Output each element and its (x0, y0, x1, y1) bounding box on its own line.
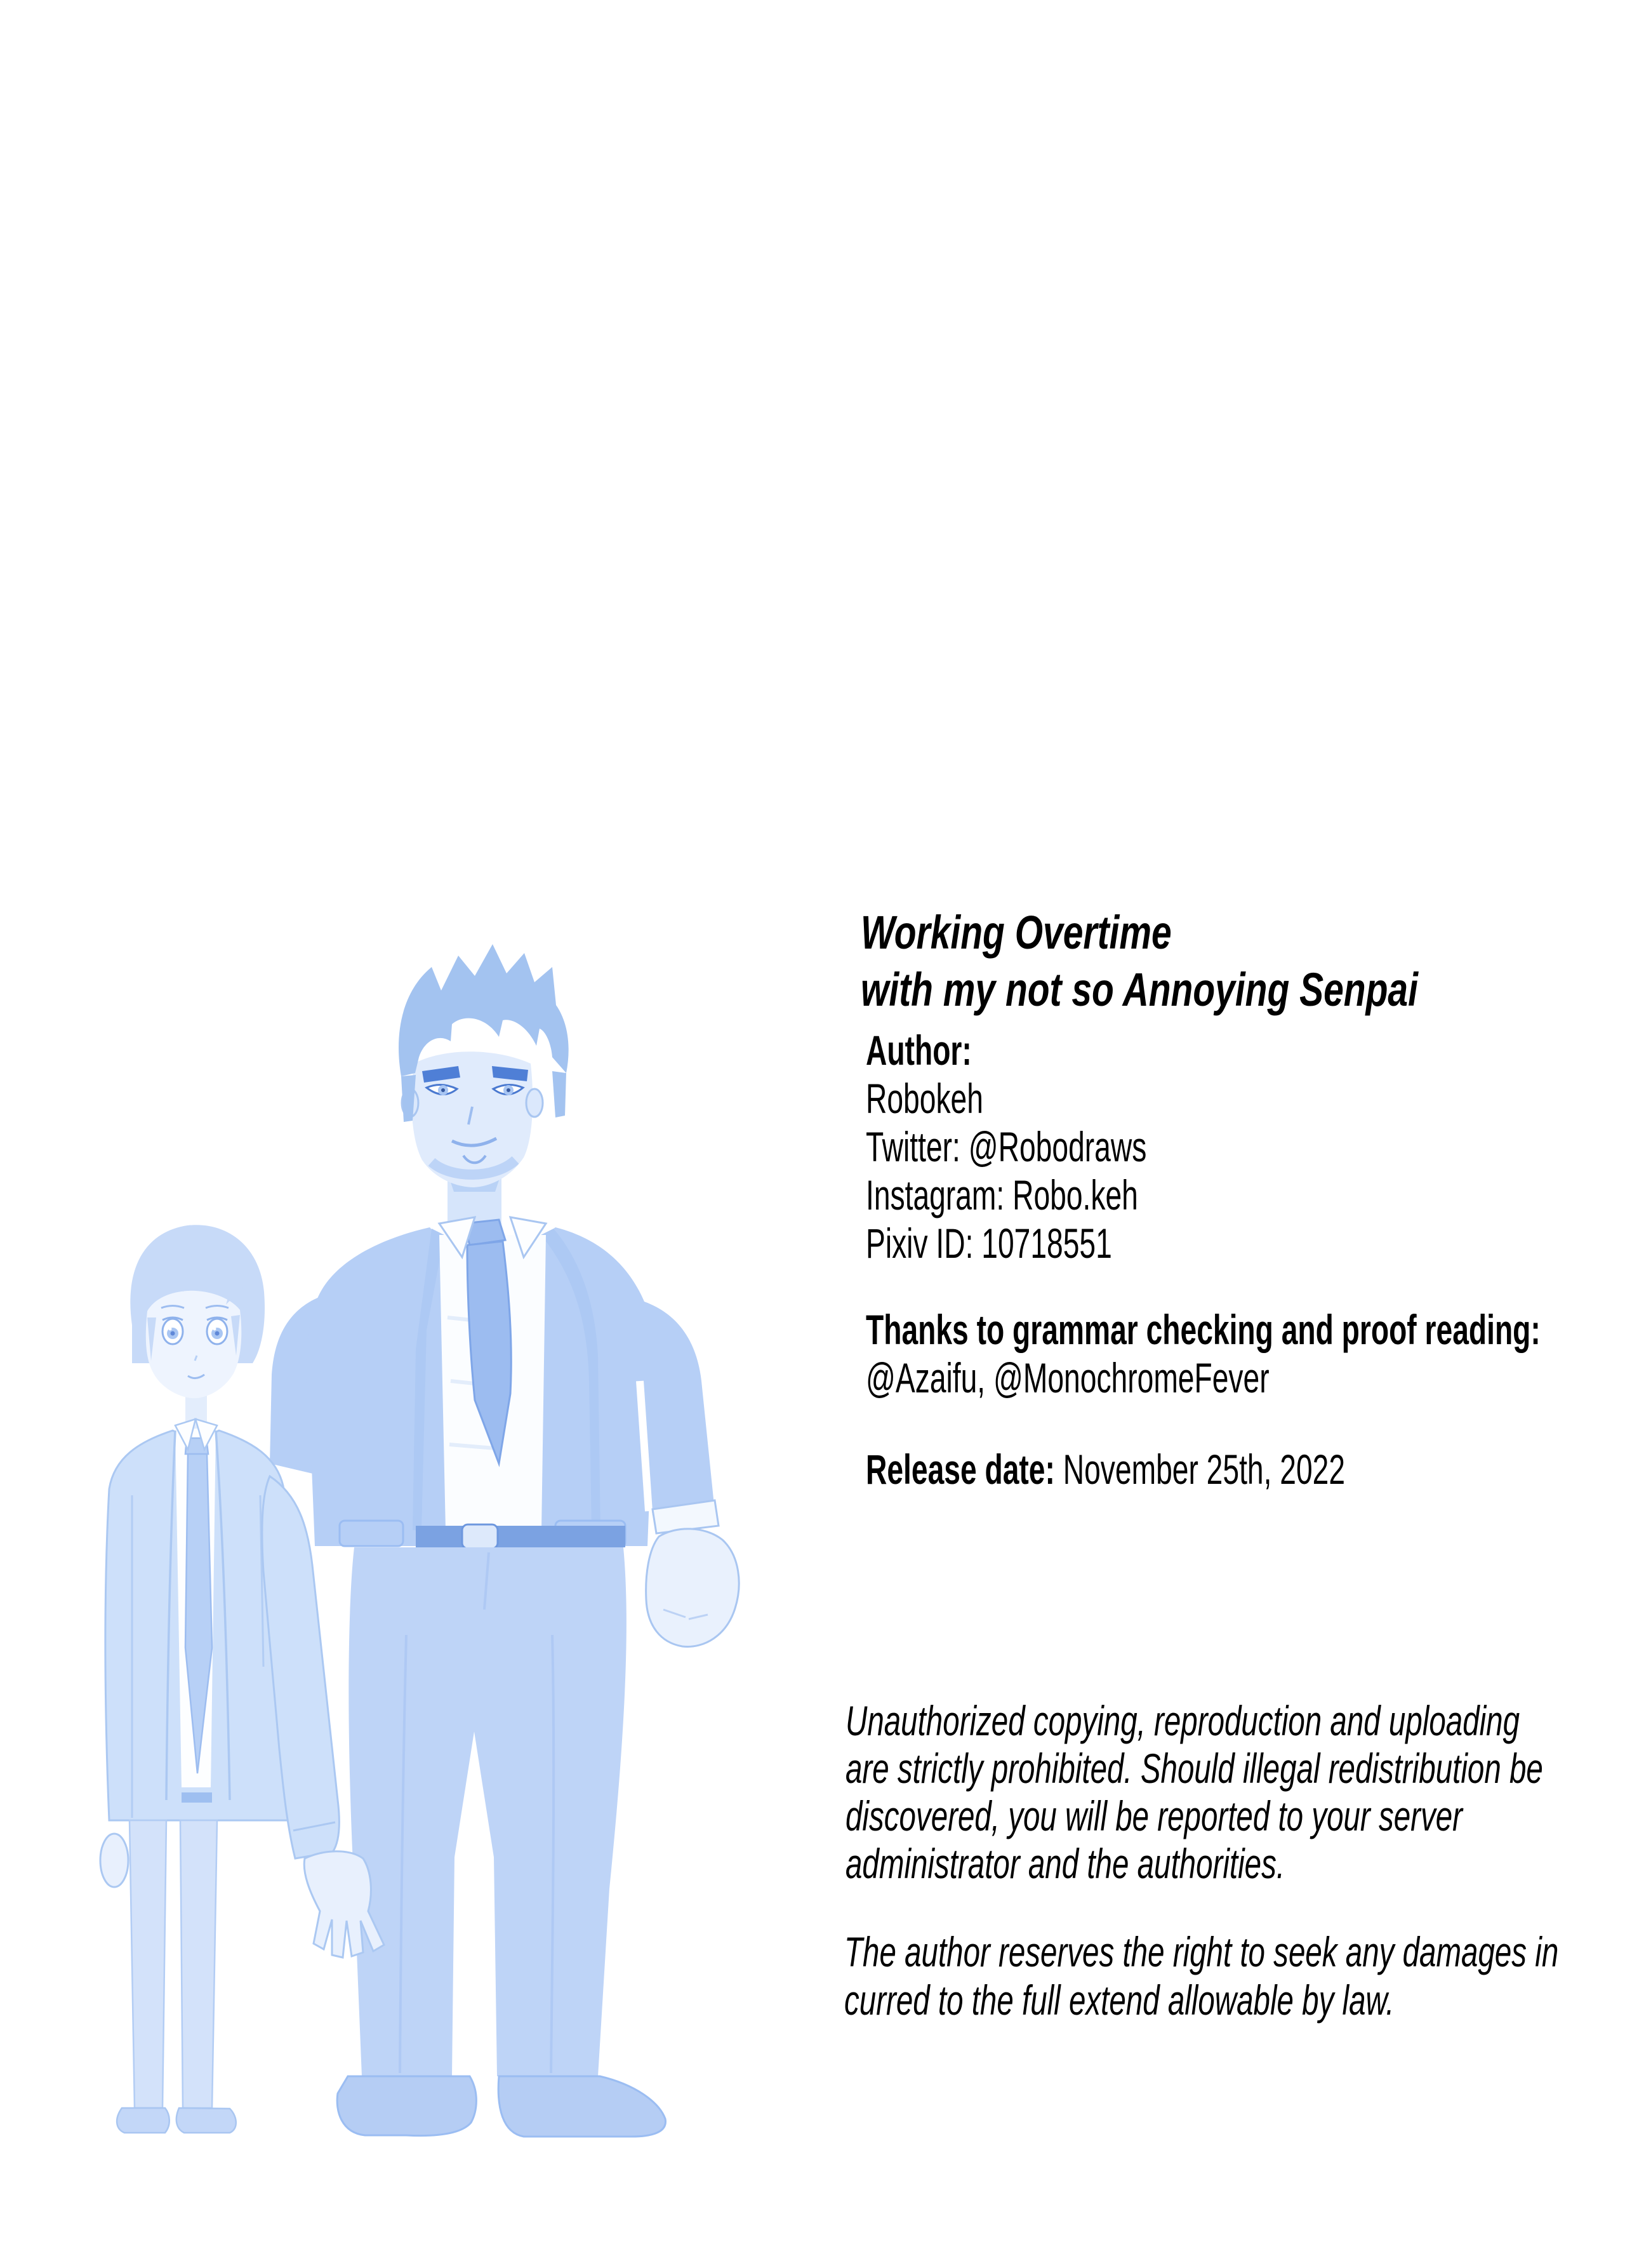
author-instagram: Instagram: Robo.keh (866, 1171, 1138, 1218)
illustration (51, 937, 787, 2143)
junior-pants-left (129, 1820, 166, 2108)
thanks-section (866, 1305, 1541, 1402)
thanks-heading: Thanks to grammar checking and proof reading: (866, 1306, 1541, 1353)
release-date (866, 1445, 1345, 1493)
legal-damages-line: curred to the full extend allowable by law. (844, 1977, 1395, 2024)
book-title-line1: Working Overtime (861, 906, 1172, 959)
book-title-line2: with my not so Annoying Senpai (861, 963, 1418, 1016)
release-date-value: November 25th, 2022 (1063, 1446, 1346, 1493)
junior-shoe-left (117, 2108, 169, 2133)
legal-notice (846, 1697, 1543, 1888)
senpai-shoe-right (498, 2076, 665, 2137)
legal-notice-line: administrator and the authorities. (846, 1840, 1285, 1887)
author-twitter: Twitter: @Robodraws (866, 1123, 1147, 1170)
senpai-right-arm (640, 1302, 714, 1516)
senpai-belt-buckle (462, 1524, 498, 1549)
book-title (861, 904, 1418, 1018)
senpai-fist (646, 1529, 740, 1647)
legal-notice-line: are strictly prohibited. Should illegal redistribution be (846, 1745, 1543, 1792)
author-name: Robokeh (866, 1075, 983, 1122)
junior-pants-right (180, 1820, 217, 2108)
junior-shoe-right (176, 2108, 236, 2133)
author-pixiv-id: Pixiv ID: 10718551 (866, 1220, 1112, 1267)
senpai-shoe-left (337, 2076, 476, 2136)
legal-damages-line: The author reserves the right to seek any damages in (844, 1928, 1559, 1975)
legal-damages (844, 1928, 1558, 2024)
legal-notice-line: discovered, you will be reported to your server (846, 1792, 1462, 1839)
author-heading: Author: (866, 1027, 972, 1074)
thanks-names: @Azaifu, @MonochromeFever (866, 1354, 1270, 1401)
senpai-pants (348, 1547, 627, 2076)
release-date-label: Release date: (866, 1446, 1055, 1493)
author-credits (866, 1026, 1146, 1267)
junior-belt (182, 1792, 212, 1803)
senpai-belt (416, 1526, 625, 1547)
legal-notice-line: Unauthorized copying, reproduction and uploading (846, 1697, 1520, 1744)
junior-hand-left (100, 1834, 128, 1887)
